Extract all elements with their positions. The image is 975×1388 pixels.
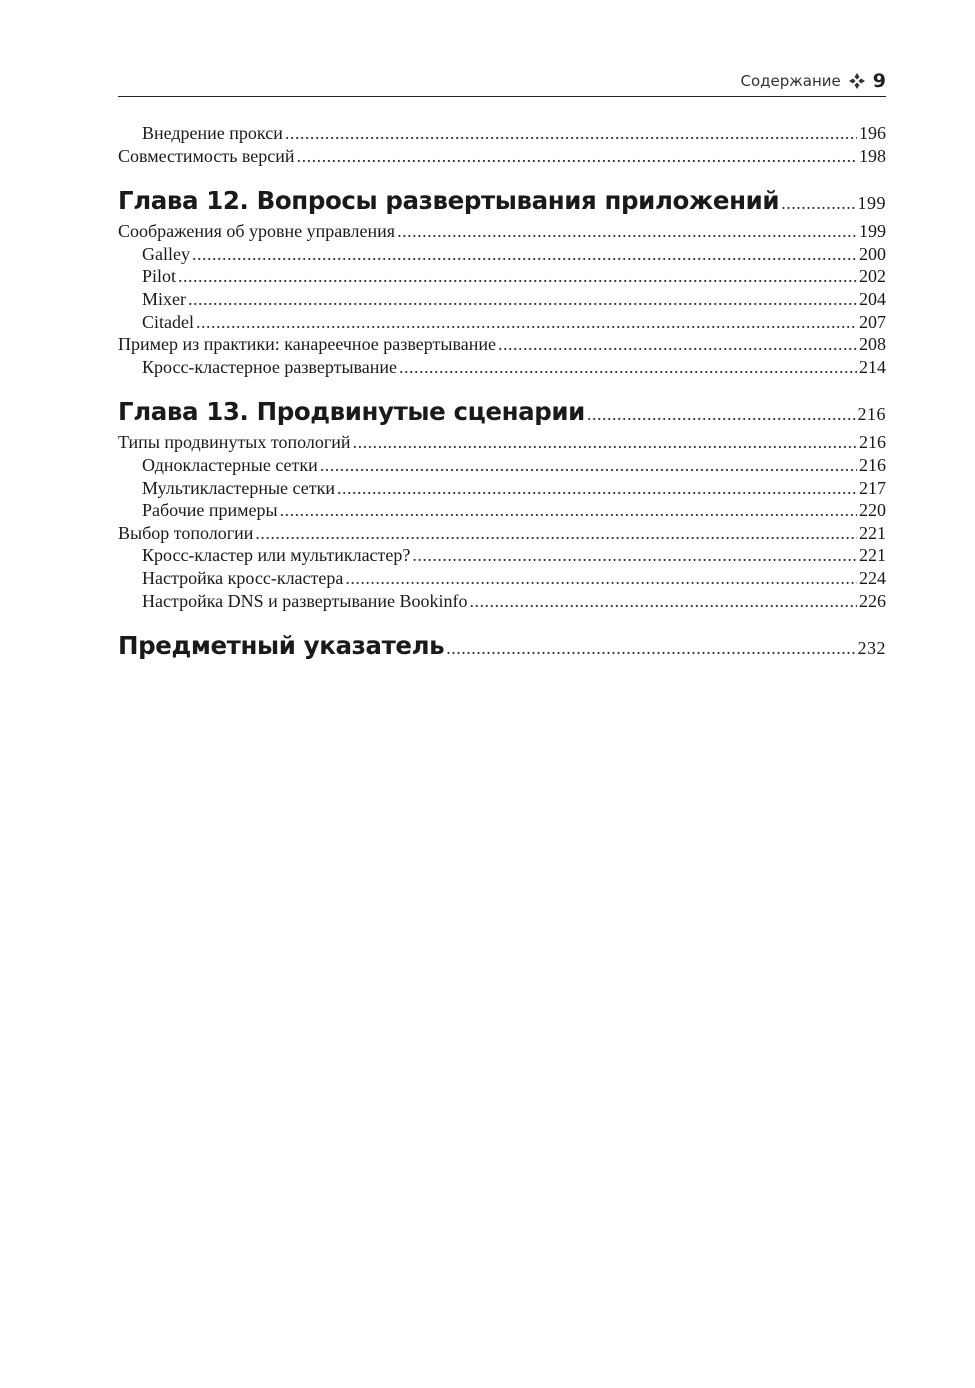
dot-leader: [188, 288, 857, 311]
toc-chapter-heading: [118, 629, 886, 665]
toc-entry: [118, 590, 886, 613]
toc-chapter-heading: [118, 184, 886, 220]
toc-entry-page: 217: [859, 477, 886, 498]
toc-entry: [118, 454, 886, 477]
toc-chapter-page: 199: [857, 193, 886, 214]
toc-entry-title: Мультикластерные сетки: [142, 477, 335, 498]
toc-entry-page: 220: [859, 500, 886, 521]
dot-leader: [337, 477, 857, 500]
toc-entry-page: 196: [859, 123, 886, 143]
toc-entry-page: 216: [859, 432, 886, 453]
dot-leader: [498, 333, 857, 356]
toc-entry-page: 216: [859, 454, 886, 475]
toc-chapter-page: 232: [857, 638, 886, 659]
header-title: Содержание: [740, 72, 841, 90]
dot-leader: [196, 311, 857, 334]
toc-entry-page: 221: [859, 545, 886, 566]
toc-entry-title: Настройка кросс-кластера: [142, 567, 344, 588]
toc-entry-page: 214: [859, 356, 886, 377]
toc-entry-page: 199: [859, 221, 886, 242]
toc-chapter-page: 216: [857, 404, 886, 425]
running-header: [118, 66, 886, 97]
dot-leader: [587, 397, 856, 431]
toc-entry-title: Рабочие примеры: [142, 500, 278, 521]
toc-entry: [118, 311, 886, 334]
toc-entry-title: Citadel: [142, 311, 194, 332]
toc-entry: [118, 431, 886, 454]
dot-leader: [446, 631, 855, 665]
toc-entry-page: 198: [859, 145, 886, 166]
dot-leader: [285, 122, 857, 145]
toc-entry-title: Mixer: [142, 288, 186, 309]
toc-entry: [118, 477, 886, 500]
toc-entry-page: 226: [859, 590, 886, 611]
toc-entry-title: Выбор топологии: [118, 522, 254, 543]
diamond-ornament-icon: [849, 73, 865, 89]
toc-entry-page: 202: [859, 266, 886, 287]
toc-entry: [118, 220, 886, 243]
toc-entry-title: Совместимость версий: [118, 145, 295, 166]
toc-entry-page: 208: [859, 334, 886, 355]
dot-leader: [280, 499, 857, 522]
toc-entry-title: Настройка DNS и развертывание Bookinfo: [142, 590, 468, 611]
dot-leader: [345, 567, 857, 590]
toc-entry-title: Соображения об уровне управления: [118, 221, 396, 242]
dot-leader: [399, 356, 857, 379]
toc-entry-title: Типы продвинутых топологий: [118, 432, 351, 453]
toc-chapter-title: Предметный указатель: [118, 631, 445, 661]
toc-chapter-title: Глава 12. Вопросы развертывания приложений: [118, 186, 780, 216]
dot-leader: [297, 145, 857, 168]
dot-leader: [192, 243, 857, 266]
toc-entry: [118, 265, 886, 288]
toc-entry: [118, 288, 886, 311]
toc-entry-title: Кросс-кластер или мультикластер?: [142, 545, 411, 566]
toc-entry-page: 221: [859, 522, 886, 543]
toc-entry-title: Кросс-кластерное развертывание: [142, 356, 398, 377]
dot-leader: [397, 220, 857, 243]
page-number: 9: [872, 70, 886, 92]
toc-entry: [118, 145, 886, 168]
toc-entry-title: Внедрение прокси: [142, 123, 283, 143]
toc-entry: [118, 522, 886, 545]
dot-leader: [255, 522, 857, 545]
dot-leader: [320, 454, 857, 477]
toc-entry: [118, 567, 886, 590]
dot-leader: [470, 590, 857, 613]
toc-entry-page: 224: [859, 567, 886, 588]
toc-entry-title: Однокластерные сетки: [142, 454, 318, 475]
toc-entry: [118, 122, 886, 145]
toc-entry: [118, 544, 886, 567]
toc-chapter-title: Глава 13. Продвинутые сценарии: [118, 397, 585, 427]
toc-entry-page: 200: [859, 243, 886, 264]
toc-entry-page: 207: [859, 311, 886, 332]
dot-leader: [412, 544, 857, 567]
dot-leader: [781, 186, 855, 220]
toc-entry: [118, 499, 886, 522]
header-right-group: [741, 66, 887, 96]
dot-leader: [178, 265, 857, 288]
toc-entry-title: Galley: [142, 243, 190, 264]
table-of-contents: [118, 122, 886, 665]
toc-chapter-heading: [118, 395, 886, 431]
toc-entry-title: Пример из практики: канареечное развертывание: [118, 334, 496, 355]
toc-entry-page: 204: [859, 288, 886, 309]
toc-entry: [118, 243, 886, 266]
toc-entry: [118, 333, 886, 356]
toc-entry-title: Pilot: [142, 266, 177, 287]
toc-entry: [118, 356, 886, 379]
dot-leader: [353, 431, 857, 454]
